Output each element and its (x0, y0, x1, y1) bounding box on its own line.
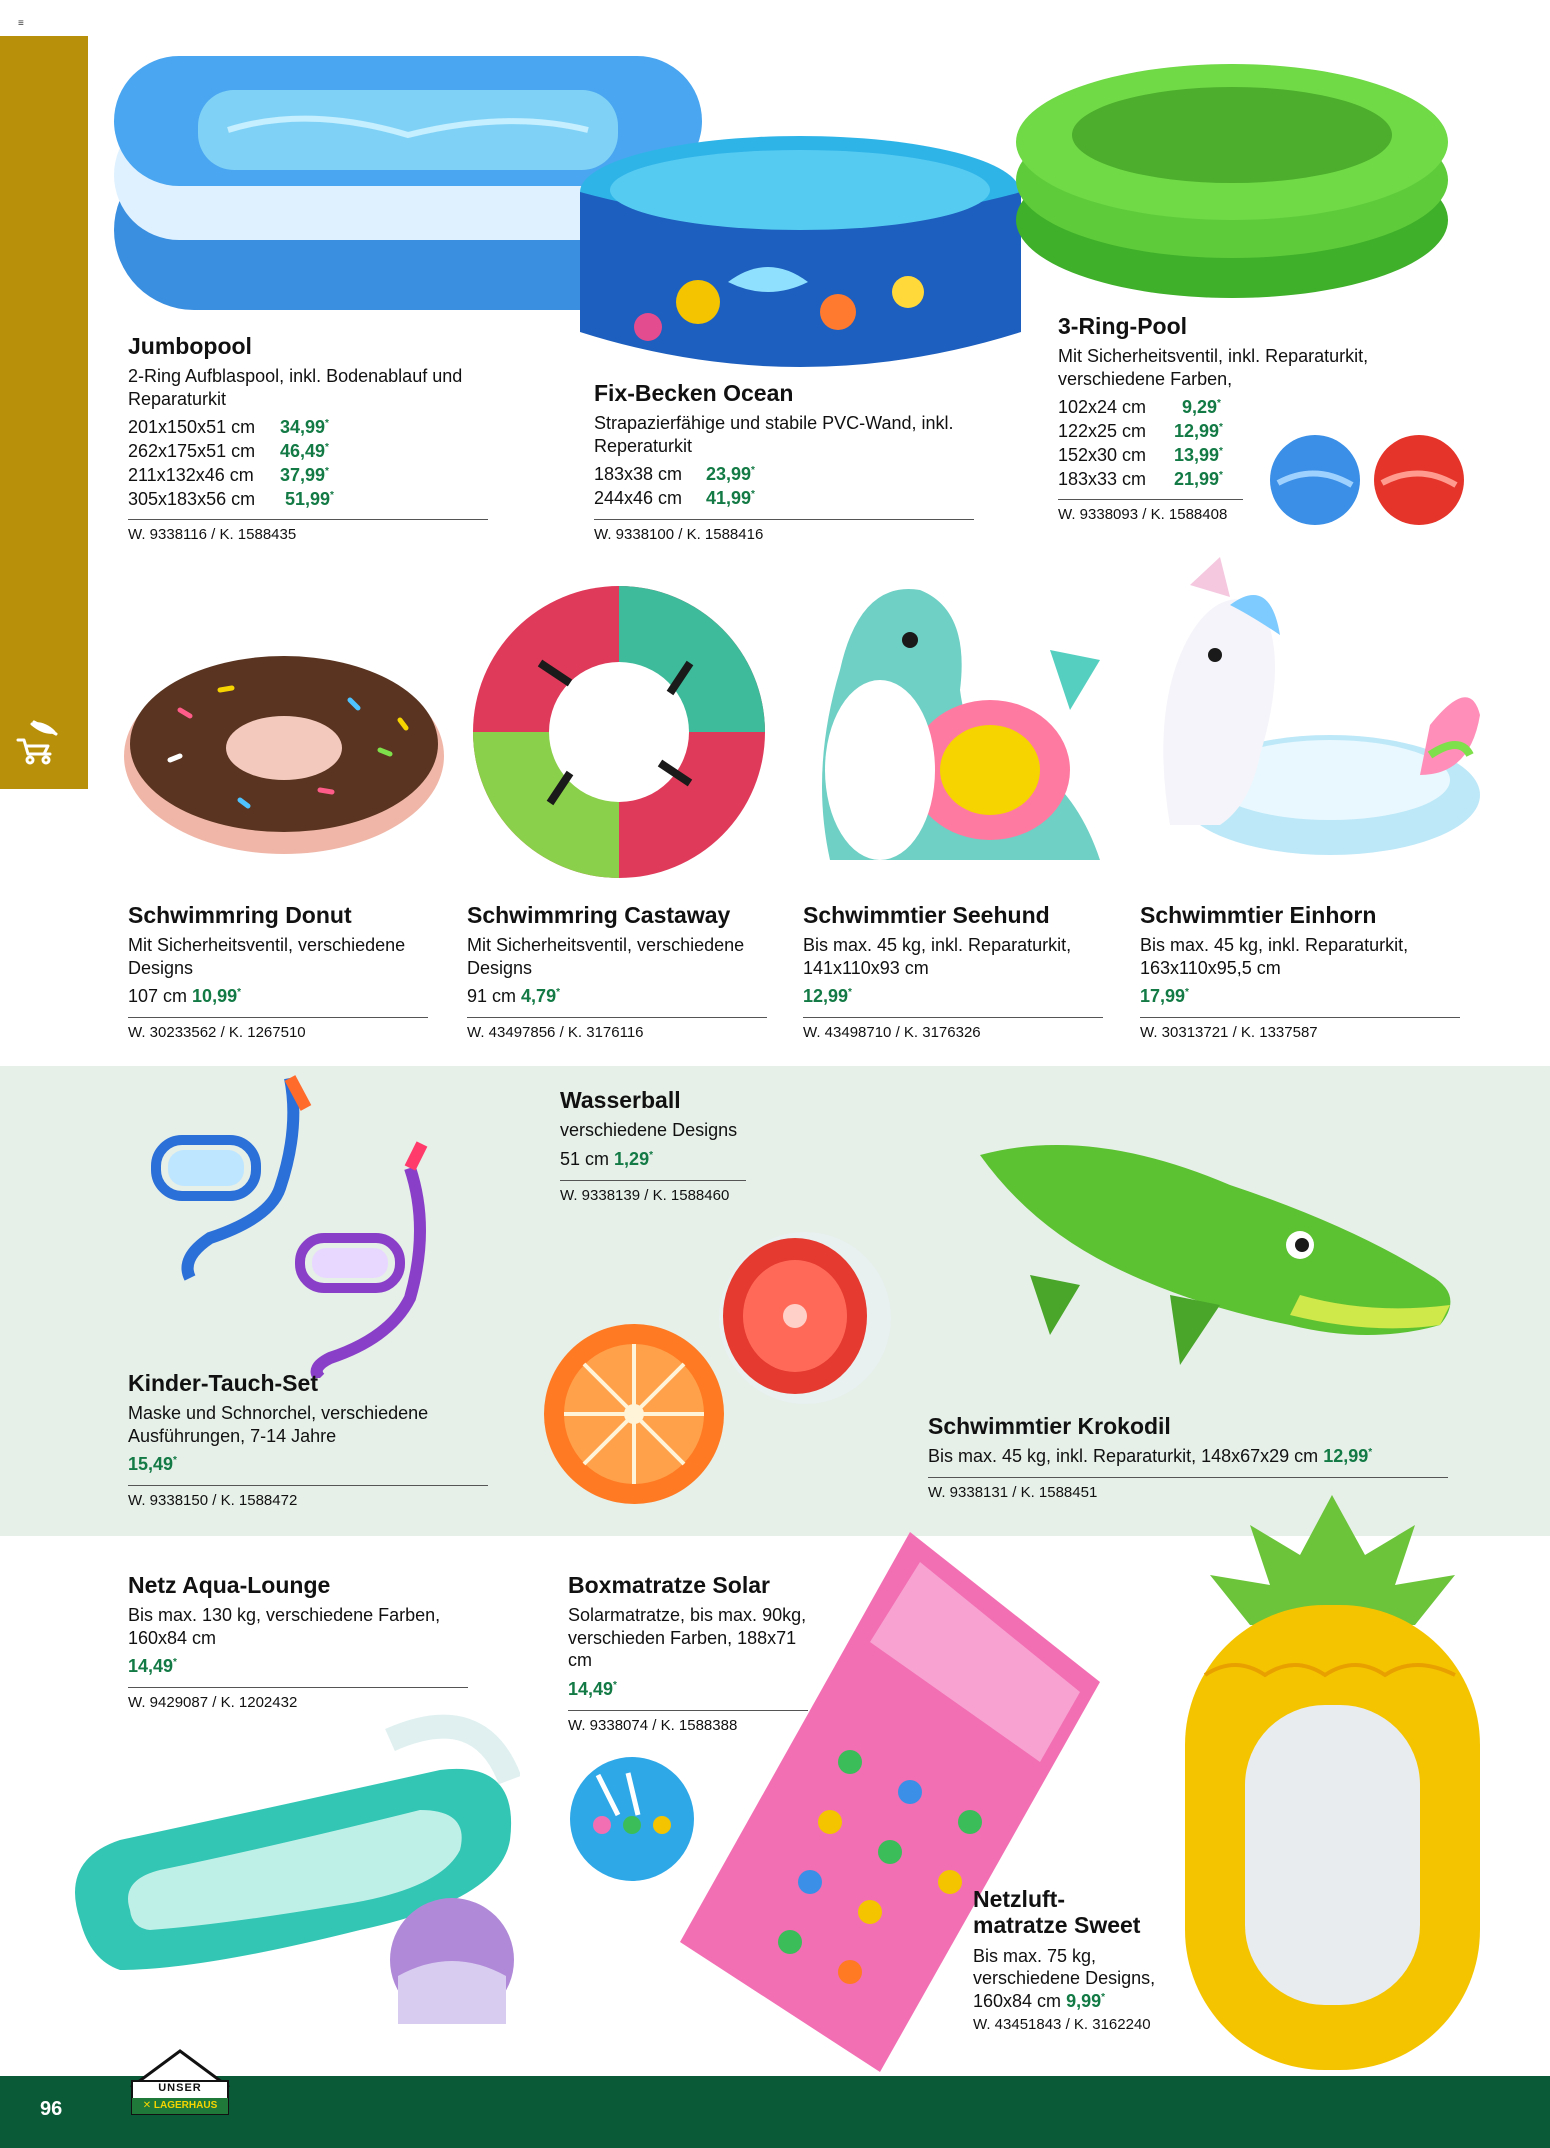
product-donut (128, 902, 428, 1041)
product-title: Schwimmtier Seehund (803, 902, 1050, 928)
krokodil-image (970, 1125, 1465, 1375)
product-title: 3-Ring-Pool (1058, 313, 1188, 339)
price: 37,99* (280, 464, 329, 485)
price: 51,99* (285, 488, 334, 509)
logo-text-bottom: ✕ LAGERHAUS (142, 2100, 218, 2111)
article-number: W. 9338093 / K. 1588408 (1058, 499, 1243, 523)
article-number: W. 30233562 / K. 1267510 (128, 1017, 428, 1041)
article-number: W. 43451843 / K. 3162240 (973, 2015, 1151, 2033)
product-description: Mit Sicherheitsventil, verschiedene Designs (128, 935, 406, 978)
tauchset-image (150, 1068, 460, 1378)
article-number: W. 9338100 / K. 1588416 (594, 519, 974, 543)
product-description: Bis max. 45 kg, inkl. Reparaturkit, 163x110x95,5 cm (1140, 935, 1409, 978)
price: 10,99* (192, 986, 241, 1007)
product-title: Schwimmtier Einhorn (1140, 902, 1377, 928)
article-number: W. 43498710 / K. 3176326 (803, 1017, 1103, 1041)
price: 9,99* (1066, 1990, 1106, 2011)
product-boxmatratze (568, 1572, 808, 1734)
product-jumbopool (128, 333, 488, 543)
product-ringpool (1058, 313, 1438, 523)
price: 34,99* (280, 417, 329, 438)
product-title: Netzluft- matratze Sweet (973, 1886, 1141, 1939)
size-label: 211x132x46 cm (128, 464, 254, 485)
size-label: 305x183x56 cm (128, 488, 256, 509)
price: 15,49* (128, 1454, 177, 1475)
product-title: Schwimmring Castaway (467, 902, 731, 928)
product-fixbecken (594, 380, 974, 543)
price: 14,49* (568, 1678, 617, 1699)
boxmatratze-detail-image (568, 1755, 696, 1883)
article-number: W. 9338131 / K. 1588451 (928, 1477, 1448, 1501)
aqualounge-detail-image (388, 1896, 516, 2024)
size-label: 152x30 cm (1058, 444, 1147, 465)
size-label: 244x46 cm (594, 488, 683, 509)
product-wasserball (560, 1087, 746, 1204)
castaway-image (470, 583, 768, 881)
menu-mark: ≡ (18, 18, 24, 29)
product-krokodil (928, 1413, 1448, 1501)
sweet-ananas-image (1175, 1495, 1490, 2075)
size-label: 262x175x51 cm (128, 441, 256, 462)
price: 17,99* (1140, 986, 1189, 1007)
price: 23,99* (706, 464, 755, 485)
size-label: 107 cm (128, 986, 188, 1007)
price: 1,29* (614, 1148, 653, 1169)
size-label: 102x24 cm (1058, 397, 1147, 418)
price: 13,99* (1174, 444, 1223, 465)
price: 12,99* (1323, 1446, 1373, 1467)
beach-cart-icon (12, 718, 62, 768)
product-castaway (467, 902, 767, 1041)
footer-bar (0, 2076, 1550, 2148)
article-number: W. 9338116 / K. 1588435 (128, 519, 488, 543)
product-description: Bis max. 45 kg, inkl. Reparaturkit, 148x67x29 cm (928, 1446, 1319, 1467)
product-tauchset (128, 1370, 488, 1509)
price: 46,49* (280, 441, 329, 462)
product-description: Bis max. 75 kg, verschiedene Designs, (973, 1945, 1156, 1989)
article-number: W. 9338074 / K. 1588388 (568, 1710, 808, 1734)
wasserball-red-image (715, 1228, 895, 1408)
size-label: 51 cm (560, 1148, 610, 1169)
article-number: W. 9338150 / K. 1588472 (128, 1485, 488, 1509)
price: 4,79* (521, 986, 560, 1007)
ringpool-image (1012, 50, 1452, 302)
product-title: Netz Aqua-Lounge (128, 1572, 331, 1598)
product-title: Fix-Becken Ocean (594, 380, 794, 406)
article-number: W. 30313721 / K. 1337587 (1140, 1017, 1460, 1041)
product-einhorn (1140, 902, 1460, 1041)
size-label: 122x25 cm (1058, 421, 1147, 442)
category-sidebar (0, 36, 88, 789)
product-aqualounge (128, 1572, 468, 1711)
product-description: Bis max. 45 kg, inkl. Reparaturkit, 141x110x93 cm (803, 935, 1072, 978)
wasserball-orange-image (540, 1320, 728, 1508)
product-description: Mit Sicherheitsventil, inkl. Reparaturkit, verschiedene Farben, (1058, 346, 1369, 389)
product-description: Solarmatratze, bis max. 90kg, verschieden Farben, 188x71 cm (568, 1605, 807, 1671)
article-number: W. 9429087 / K. 1202432 (128, 1687, 468, 1711)
product-description: 2-Ring Aufblaspool, inkl. Bodenablauf und Reparaturkit (128, 366, 463, 409)
product-title: Wasserball (560, 1087, 681, 1113)
size-label: 160x84 cm (973, 1990, 1062, 2011)
price: 41,99* (706, 488, 755, 509)
size-label: 201x150x51 cm (128, 417, 256, 438)
size-label: 183x33 cm (1058, 468, 1147, 489)
fixbecken-image (578, 132, 1023, 378)
product-title: Kinder-Tauch-Set (128, 1370, 318, 1396)
product-title: Schwimmtier Krokodil (928, 1413, 1171, 1439)
logo-text-top: UNSER (158, 2082, 202, 2094)
product-description: Bis max. 130 kg, verschiedene Farben, 160x84 cm (128, 1605, 441, 1648)
size-label: 91 cm (467, 986, 517, 1007)
article-number: W. 43497856 / K. 3176116 (467, 1017, 767, 1041)
page-number: 96 (40, 2098, 63, 2120)
product-description: Mit Sicherheitsventil, verschiedene Designs (467, 935, 745, 978)
size-label: 183x38 cm (594, 464, 683, 485)
price: 12,99* (1174, 421, 1223, 442)
price: 14,49* (128, 1656, 177, 1677)
product-title: Boxmatratze Solar (568, 1572, 770, 1598)
product-description: Maske und Schnorchel, verschiedene Ausführungen, 7-14 Jahre (128, 1403, 429, 1446)
product-title: Schwimmring Donut (128, 902, 352, 928)
product-description: verschiedene Designs (560, 1120, 738, 1141)
donut-image (120, 640, 448, 860)
price: 9,29* (1182, 397, 1221, 418)
price: 21,99* (1174, 468, 1223, 489)
price: 12,99* (803, 986, 852, 1007)
einhorn-image (1130, 555, 1482, 865)
article-number: W. 9338139 / K. 1588460 (560, 1180, 746, 1204)
seehund-image (800, 570, 1118, 870)
product-description: Strapazierfähige und stabile PVC-Wand, inkl. Reperaturkit (594, 413, 954, 456)
product-sweet (973, 1886, 1183, 2033)
product-title: Jumbopool (128, 333, 252, 359)
product-seehund (803, 902, 1103, 1041)
